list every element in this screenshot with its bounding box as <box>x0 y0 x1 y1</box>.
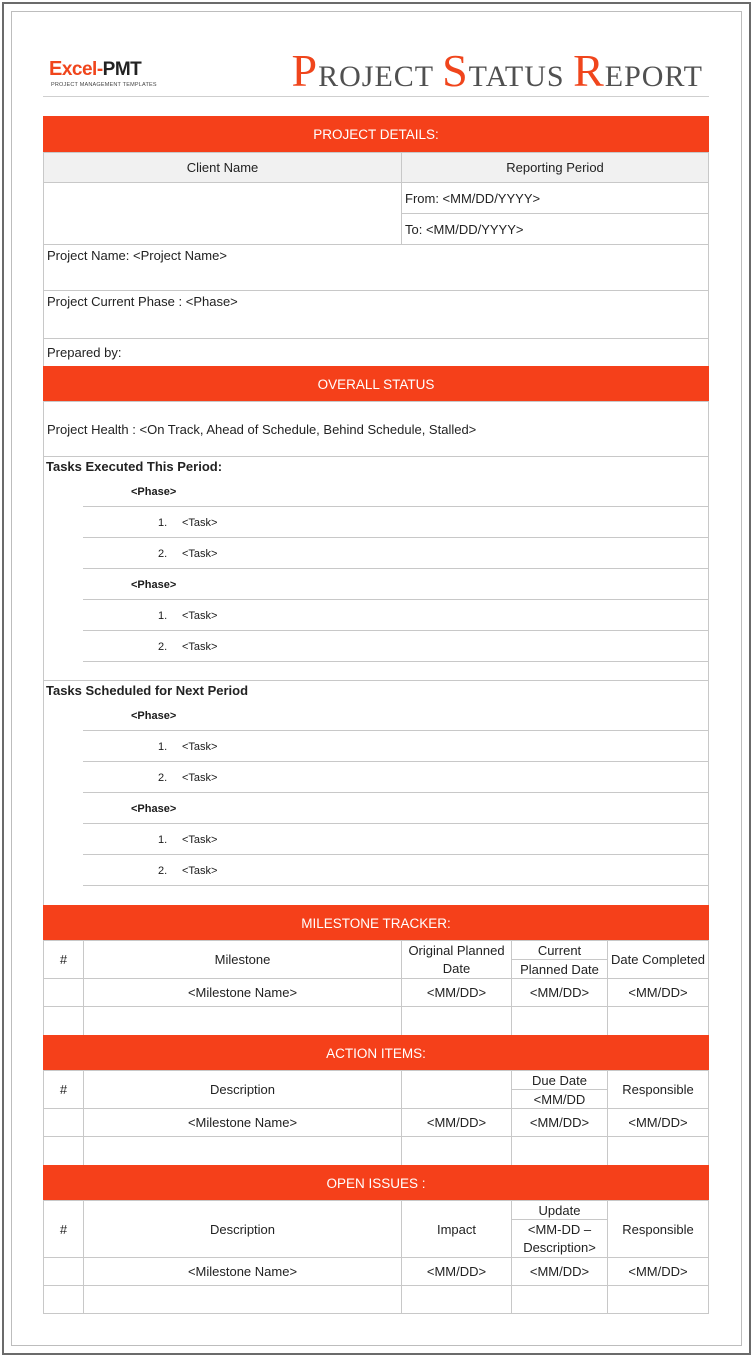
report-title <box>292 44 704 94</box>
issues-row-description[interactable]: <Milestone Name> <box>83 1257 402 1286</box>
executed-task-2-1[interactable]: <Task> <box>182 610 218 622</box>
title-word-project: ROJECT <box>318 60 434 93</box>
scheduled-task-1-2[interactable]: <Task> <box>182 772 218 784</box>
row-rule <box>83 630 709 631</box>
executed-phase-2[interactable]: <Phase> <box>131 579 177 591</box>
tasks-scheduled-title: Tasks Scheduled for Next Period <box>46 683 249 698</box>
milestone-col-original-date <box>401 940 512 979</box>
reporting-from-field[interactable]: From: <MM/DD/YYYY> <box>401 182 709 214</box>
project-name-field[interactable]: Project Name: <Project Name> <box>43 244 709 291</box>
row-rule <box>83 823 709 824</box>
update-format-line-2: Description> <box>523 1239 596 1255</box>
scheduled-phase-2[interactable]: <Phase> <box>131 803 177 815</box>
task-number: 1. <box>158 741 168 753</box>
action-row-responsible[interactable]: <MM/DD> <box>607 1108 709 1137</box>
logo-subtitle: PROJECT MANAGEMENT TEMPLATES <box>51 82 157 88</box>
action-row-description[interactable]: <Milestone Name> <box>83 1108 402 1137</box>
action-empty-cell[interactable] <box>401 1136 512 1166</box>
issues-col-number: # <box>43 1200 84 1258</box>
open-issues-header: OPEN ISSUES : <box>43 1165 709 1201</box>
milestone-row-name[interactable]: <Milestone Name> <box>83 978 402 1007</box>
executed-task-1-2[interactable]: <Task> <box>182 548 218 560</box>
issues-col-update: Update <box>511 1200 608 1220</box>
milestone-empty-cell[interactable] <box>43 1006 84 1036</box>
original-date-line-1: Original Planned <box>408 942 505 958</box>
row-rule <box>83 761 709 762</box>
task-number: 1. <box>158 834 168 846</box>
action-col-description: Description <box>83 1070 402 1109</box>
logo-wordmark <box>49 58 141 81</box>
milestone-empty-cell[interactable] <box>401 1006 512 1036</box>
logo-pmt: PMT <box>102 59 142 80</box>
title-cap-s: S <box>442 45 469 96</box>
reporting-period-header: Reporting Period <box>401 152 709 183</box>
action-empty-cell[interactable] <box>607 1136 709 1166</box>
milestone-row-completed-date[interactable]: <MM/DD> <box>607 978 709 1007</box>
milestone-empty-cell[interactable] <box>511 1006 608 1036</box>
scheduled-task-2-2[interactable]: <Task> <box>182 865 218 877</box>
task-number: 2. <box>158 772 168 784</box>
executed-task-2-2[interactable]: <Task> <box>182 641 218 653</box>
action-items-header: ACTION ITEMS: <box>43 1035 709 1071</box>
row-rule <box>83 792 709 793</box>
task-number: 1. <box>158 610 168 622</box>
scheduled-task-1-1[interactable]: <Task> <box>182 741 218 753</box>
action-col-number: # <box>43 1070 84 1109</box>
client-name-header: Client Name <box>43 152 402 183</box>
row-rule <box>83 661 709 662</box>
milestone-row-original-date[interactable]: <MM/DD> <box>401 978 512 1007</box>
issues-row-impact[interactable]: <MM/DD> <box>401 1257 512 1286</box>
tasks-block <box>43 456 709 906</box>
action-col-blank <box>401 1070 512 1109</box>
task-number: 2. <box>158 641 168 653</box>
issues-empty-cell[interactable] <box>401 1285 512 1314</box>
prepared-by-field[interactable]: Prepared by: <box>43 338 709 367</box>
issues-row-responsible[interactable]: <MM/DD> <box>607 1257 709 1286</box>
section-rule <box>43 680 709 681</box>
title-word-report: EPORT <box>604 60 703 93</box>
issues-empty-cell[interactable] <box>83 1285 402 1314</box>
milestone-row-number[interactable] <box>43 978 84 1007</box>
issues-col-impact: Impact <box>401 1200 512 1258</box>
header-divider <box>43 96 709 97</box>
executed-task-1-1[interactable]: <Task> <box>182 517 218 529</box>
project-health-field[interactable]: Project Health : <On Track, Ahead of Schedule, Behind Schedule, Stalled> <box>43 401 709 457</box>
row-rule <box>83 730 709 731</box>
issues-empty-cell[interactable] <box>511 1285 608 1314</box>
milestone-row-current-date[interactable]: <MM/DD> <box>511 978 608 1007</box>
issues-row-update[interactable]: <MM/DD> <box>511 1257 608 1286</box>
executed-phase-1[interactable]: <Phase> <box>131 486 177 498</box>
task-number: 1. <box>158 517 168 529</box>
action-empty-cell[interactable] <box>43 1136 84 1166</box>
brand-logo <box>49 58 159 92</box>
issues-col-update-format <box>511 1219 608 1258</box>
action-col-responsible: Responsible <box>607 1070 709 1109</box>
row-rule <box>83 568 709 569</box>
tasks-executed-title: Tasks Executed This Period: <box>46 459 223 474</box>
row-rule <box>83 537 709 538</box>
logo-e: E <box>49 58 62 80</box>
action-empty-cell[interactable] <box>511 1136 608 1166</box>
title-cap-r: R <box>573 45 605 96</box>
issues-row-number[interactable] <box>43 1257 84 1286</box>
task-number: 2. <box>158 548 168 560</box>
milestone-empty-cell[interactable] <box>607 1006 709 1036</box>
client-name-field[interactable] <box>43 182 402 245</box>
milestone-tracker-header: MILESTONE TRACKER: <box>43 905 709 941</box>
issues-col-description: Description <box>83 1200 402 1258</box>
task-number: 2. <box>158 865 168 877</box>
row-rule <box>83 599 709 600</box>
logo-xcel: xcel- <box>61 59 103 80</box>
current-phase-field[interactable]: Project Current Phase : <Phase> <box>43 290 709 339</box>
row-rule <box>83 885 709 886</box>
action-col-due-format: <MM/DD <box>511 1089 608 1109</box>
milestone-col-current-2: Planned Date <box>511 959 608 979</box>
row-rule <box>83 854 709 855</box>
milestone-col-current-1: Current <box>511 940 608 960</box>
action-row-number[interactable] <box>43 1108 84 1137</box>
action-row-due-date[interactable]: <MM/DD> <box>511 1108 608 1137</box>
milestone-col-completed: Date Completed <box>607 940 709 979</box>
title-cap-p: P <box>291 45 319 96</box>
title-word-status: TATUS <box>468 60 565 93</box>
overall-status-header: OVERALL STATUS <box>43 366 709 402</box>
milestone-col-number: # <box>43 940 84 979</box>
reporting-to-field[interactable]: To: <MM/DD/YYYY> <box>401 213 709 245</box>
milestone-empty-cell[interactable] <box>83 1006 402 1036</box>
original-date-line-2: Date <box>442 960 471 976</box>
scheduled-task-2-1[interactable]: <Task> <box>182 834 218 846</box>
action-empty-cell[interactable] <box>83 1136 402 1166</box>
issues-empty-cell[interactable] <box>607 1285 709 1314</box>
issues-empty-cell[interactable] <box>43 1285 84 1314</box>
issues-col-responsible: Responsible <box>607 1200 709 1258</box>
action-col-due-date: Due Date <box>511 1070 608 1090</box>
milestone-col-name: Milestone <box>83 940 402 979</box>
project-details-header: PROJECT DETAILS: <box>43 116 709 152</box>
row-rule <box>83 506 709 507</box>
scheduled-phase-1[interactable]: <Phase> <box>131 710 177 722</box>
action-row-date-1[interactable]: <MM/DD> <box>401 1108 512 1137</box>
update-format-line-1: <MM-DD – <box>527 1221 592 1237</box>
